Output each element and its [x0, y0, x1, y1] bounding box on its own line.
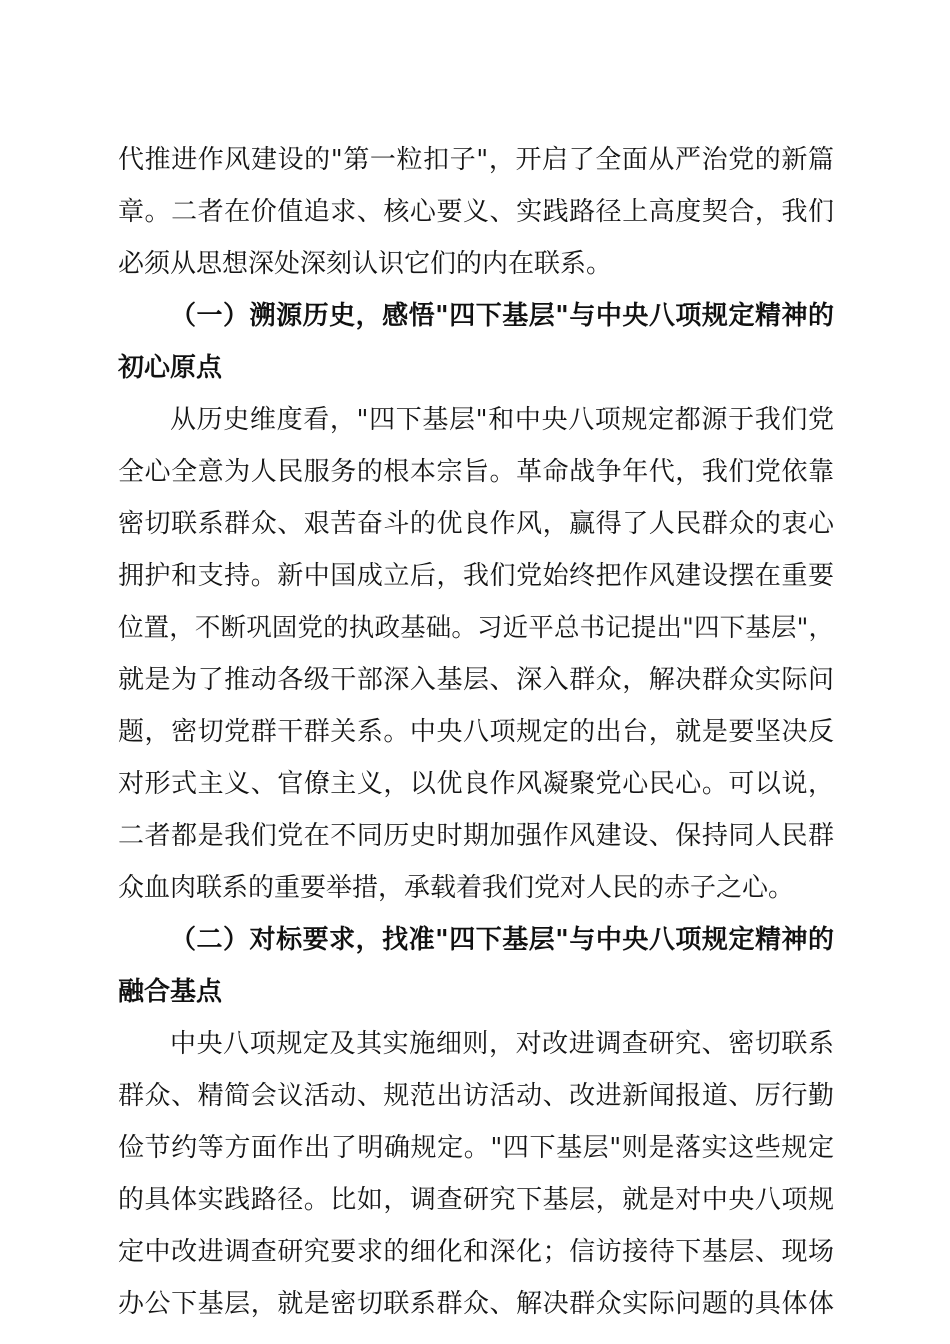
body-text-line: 全心全意为人民服务的根本宗旨。革命战争年代，我们党依靠 — [118, 457, 834, 487]
section-heading-line: 融合基点 — [118, 977, 223, 1007]
body-text-line: 题，密切党群干群关系。中央八项规定的出台，就是要坚决反 — [118, 717, 834, 747]
body-text-line: 二者都是我们党在不同历史时期加强作风建设、保持同人民群 — [118, 821, 834, 851]
body-text-line: 密切联系群众、艰苦奋斗的优良作风，赢得了人民群众的衷心 — [118, 509, 834, 539]
body-text-line: 定中改进调查研究要求的细化和深化；信访接待下基层、现场 — [118, 1237, 834, 1267]
body-text-line: 章。二者在价值追求、核心要义、实践路径上高度契合，我们 — [118, 197, 834, 227]
body-text-line: 必须从思想深处深刻认识它们的内在联系。 — [118, 249, 613, 279]
body-text-line: 位置，不断巩固党的执政基础。习近平总书记提出"四下基层"， — [118, 613, 834, 643]
body-text-line: 众血肉联系的重要举措，承载着我们党对人民的赤子之心。 — [118, 873, 795, 903]
body-text-line: 办公下基层，就是密切联系群众、解决群众实际问题的具体体 — [118, 1289, 834, 1319]
body-text-line: 的具体实践路径。比如，调查研究下基层，就是对中央八项规 — [118, 1185, 834, 1215]
body-text-line: 对形式主义、官僚主义，以优良作风凝聚党心民心。可以说， — [118, 769, 834, 799]
body-text-line: 拥护和支持。新中国成立后，我们党始终把作风建设摆在重要 — [118, 561, 834, 591]
section-heading-line: （二）对标要求，找准"四下基层"与中央八项规定精神的 — [170, 925, 834, 955]
body-text-line: 俭节约等方面作出了明确规定。"四下基层"则是落实这些规定 — [118, 1133, 834, 1163]
body-text-line: 代推进作风建设的"第一粒扣子"，开启了全面从严治党的新篇 — [118, 145, 834, 175]
body-text-line: 中央八项规定及其实施细则，对改进调查研究、密切联系 — [170, 1029, 834, 1059]
section-heading-line: 初心原点 — [118, 353, 223, 383]
body-text-line: 群众、精简会议活动、规范出访活动、改进新闻报道、厉行勤 — [118, 1081, 834, 1111]
body-text-line: 就是为了推动各级干部深入基层、深入群众，解决群众实际问 — [118, 665, 834, 695]
section-heading-line: （一）溯源历史，感悟"四下基层"与中央八项规定精神的 — [170, 301, 834, 331]
body-text-line: 从历史维度看，"四下基层"和中央八项规定都源于我们党 — [170, 405, 834, 435]
